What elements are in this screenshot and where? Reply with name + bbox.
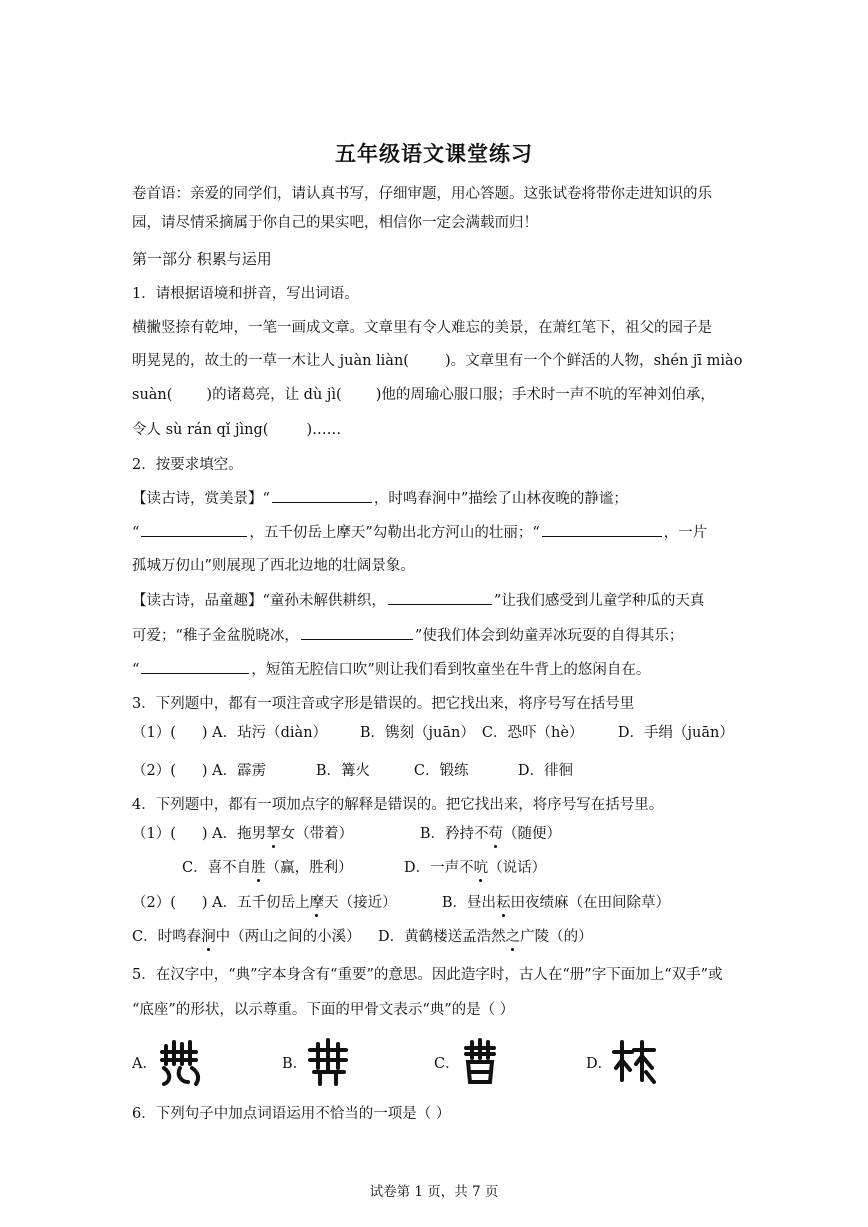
- q2-text: “: [132, 662, 140, 678]
- option-b: B．镌刻（juān）: [359, 725, 475, 741]
- page-footer: 试卷第 1 页，共 7 页: [369, 1184, 499, 1200]
- q1-text: )的诸葛亮，让 dù jì(: [206, 387, 342, 403]
- q3-row-2: [132, 761, 573, 781]
- oracle-glyph-a[interactable]: [158, 1038, 204, 1086]
- text: 中（两山之间的小溪）: [215, 929, 361, 945]
- q1-text: )……: [306, 422, 342, 438]
- q5-line-2: “底座”的形状，以示尊重。下面的甲骨文表示“典”的是（ ）: [132, 1002, 515, 1018]
- fill-blank[interactable]: [272, 488, 372, 503]
- q2-line-5: [132, 625, 683, 646]
- q4-row-2: [132, 893, 670, 913]
- dotted-char: 涧: [201, 929, 216, 945]
- q1-line-4: [132, 420, 341, 440]
- q4-row-1: [132, 824, 561, 844]
- oracle-glyph-b[interactable]: [306, 1038, 352, 1086]
- section-heading: 第一部分 积累与运用: [132, 250, 272, 268]
- q1-line-3: [132, 385, 715, 405]
- dotted-char: 吭: [473, 860, 489, 876]
- q5-option-c-label: C．: [434, 1056, 460, 1072]
- q2-line-3: 孤城万仞山”则展现了西北边地的壮阔景象。: [132, 558, 415, 574]
- q2-text: 【读古诗，品童趣】“童孙未解供耕织，: [132, 593, 386, 609]
- q3-no: （2）(: [132, 763, 176, 779]
- oracle-glyph-d[interactable]: [612, 1038, 658, 1086]
- option-c: C．锻练: [413, 763, 469, 779]
- q2-text: ，一片: [663, 525, 708, 541]
- q1-text: suàn(: [132, 387, 173, 403]
- text: ) A．五千仞岳上: [201, 895, 310, 911]
- option-c: C．恐吓（hè）: [481, 725, 584, 741]
- text: 天（接近）: [324, 895, 397, 911]
- fill-blank[interactable]: [301, 625, 413, 640]
- q1-line-1: 横撇竖捺有乾坤，一笔一画成文章。文章里有令人难忘的美景，在萧红笔下，祖父的园子是: [132, 320, 712, 336]
- dotted-char: 胜: [251, 860, 266, 876]
- text: （说话）: [488, 860, 547, 876]
- q5-option-a-label: A．: [132, 1056, 157, 1072]
- option-a: ) A．霹雳: [201, 763, 267, 779]
- q2-stem: 2．按要求填空。: [132, 457, 243, 473]
- page-title: 五年级语文课堂练习: [335, 141, 533, 166]
- dotted-char: 之: [505, 929, 521, 945]
- q1-text: 明晃晃的，故土的一草一木让人 juàn liàn(: [132, 353, 409, 369]
- dotted-char: 挈: [266, 826, 281, 842]
- option-c: [132, 927, 378, 947]
- text: ) A．拖男: [201, 826, 267, 842]
- q2-text: ”让我们感受到儿童学种瓜的天真: [493, 593, 705, 609]
- q5-option-d-label: D．: [586, 1056, 613, 1072]
- fill-blank[interactable]: [141, 659, 249, 674]
- q1-line-2: [132, 351, 742, 371]
- q2-text: ，时鸣春涧中”描绘了山林夜晚的静谧；: [373, 491, 628, 507]
- q2-text: ，短笛无腔信口吹”则让我们看到牧童坐在牛背上的悠闲自在。: [251, 662, 651, 678]
- option-d: [378, 929, 593, 945]
- q2-line-6: [132, 659, 650, 680]
- intro-line-1: 卷首语：亲爱的同学们，请认真书写，仔细审题，用心答题。这张试卷将带你走进知识的乐: [132, 186, 712, 202]
- q3-stem: 3．下列题中，都有一项注音或字形是错误的。把它找出来，将序号写在括号里: [132, 696, 635, 712]
- text: （随便）: [503, 826, 562, 842]
- text: 田夜绩麻（在田间除草）: [510, 895, 671, 911]
- option-b: [442, 895, 670, 911]
- text: C．时鸣春: [132, 929, 202, 945]
- fill-blank[interactable]: [388, 590, 492, 605]
- fill-blank[interactable]: [542, 522, 662, 537]
- option-d: D．徘徊: [517, 763, 574, 779]
- q1-stem: 1．请根据语境和拼音，写出词语。: [132, 286, 359, 302]
- q2-text: ，五千仞岳上摩天”勾勒出北方河山的壮丽；“: [249, 525, 540, 541]
- q1-text: 令人 sù rán qǐ jìng(: [132, 422, 269, 438]
- q3-row-1: [132, 723, 734, 743]
- text: D．一声不: [404, 860, 474, 876]
- q4-row-1b: [182, 858, 546, 878]
- option-a: [202, 893, 442, 913]
- q1-text: )。文章里有一个个鲜活的人物，shén jī miào: [444, 353, 743, 369]
- q2-text: “: [132, 525, 140, 541]
- text: 女（带着）: [280, 826, 354, 842]
- q1-text: )他的周瑜心服口服；手术时一声不吭的军神刘伯承，: [375, 387, 715, 403]
- option-d: [404, 860, 546, 876]
- q4-row-2b: [132, 927, 593, 947]
- option-d: D．手绢（juān）: [617, 725, 734, 741]
- oracle-glyph-c[interactable]: [458, 1038, 504, 1086]
- dotted-char: 摩: [309, 895, 325, 911]
- dotted-char: 苟: [488, 826, 504, 842]
- q4-no: （1）(: [132, 826, 176, 842]
- q2-line-4: [132, 590, 704, 611]
- text: （赢，胜利）: [265, 860, 353, 876]
- text: B．矜持不: [419, 826, 489, 842]
- text: B．昼出: [441, 895, 497, 911]
- q2-text: ”使我们体会到幼童弄冰玩耍的自得其乐；: [414, 628, 684, 644]
- option-b: B．篝火: [315, 763, 371, 779]
- q4-no: （2）(: [132, 895, 176, 911]
- text: 广陵（的）: [520, 929, 593, 945]
- option-a: ) A．玷污（diàn）: [201, 725, 328, 741]
- q2-text: 【读古诗，赏美景】“: [132, 491, 270, 507]
- q6-stem: 6．下列句子中加点词语运用不恰当的一项是（ ）: [132, 1106, 451, 1122]
- q4-stem: 4．下列题中，都有一项加点字的解释是错误的。把它找出来，将序号写在括号里。: [132, 797, 664, 813]
- dotted-char: 耘: [496, 895, 511, 911]
- q3-no: （1）(: [132, 725, 176, 741]
- q5-line-1: 5．在汉字中，“典”字本身含有“重要”的意思。因此造字时，古人在“册”字下面加上“双手”或: [132, 967, 723, 983]
- q2-line-1: [132, 488, 628, 509]
- text: D．黄鹤楼送孟浩然: [378, 929, 506, 945]
- q5-option-b-label: B．: [282, 1056, 308, 1072]
- intro-line-2: 园，请尽情采摘属于你自己的果实吧，相信你一定会满载而归！: [132, 215, 538, 231]
- q2-line-2: [132, 522, 707, 543]
- option-b: [420, 826, 561, 842]
- option-c: [182, 858, 404, 878]
- fill-blank[interactable]: [141, 522, 247, 537]
- q2-text: 可爱；“稚子金盆脱晓冰，: [132, 628, 299, 644]
- text: C．喜不自: [182, 860, 252, 876]
- option-a: [202, 824, 420, 844]
